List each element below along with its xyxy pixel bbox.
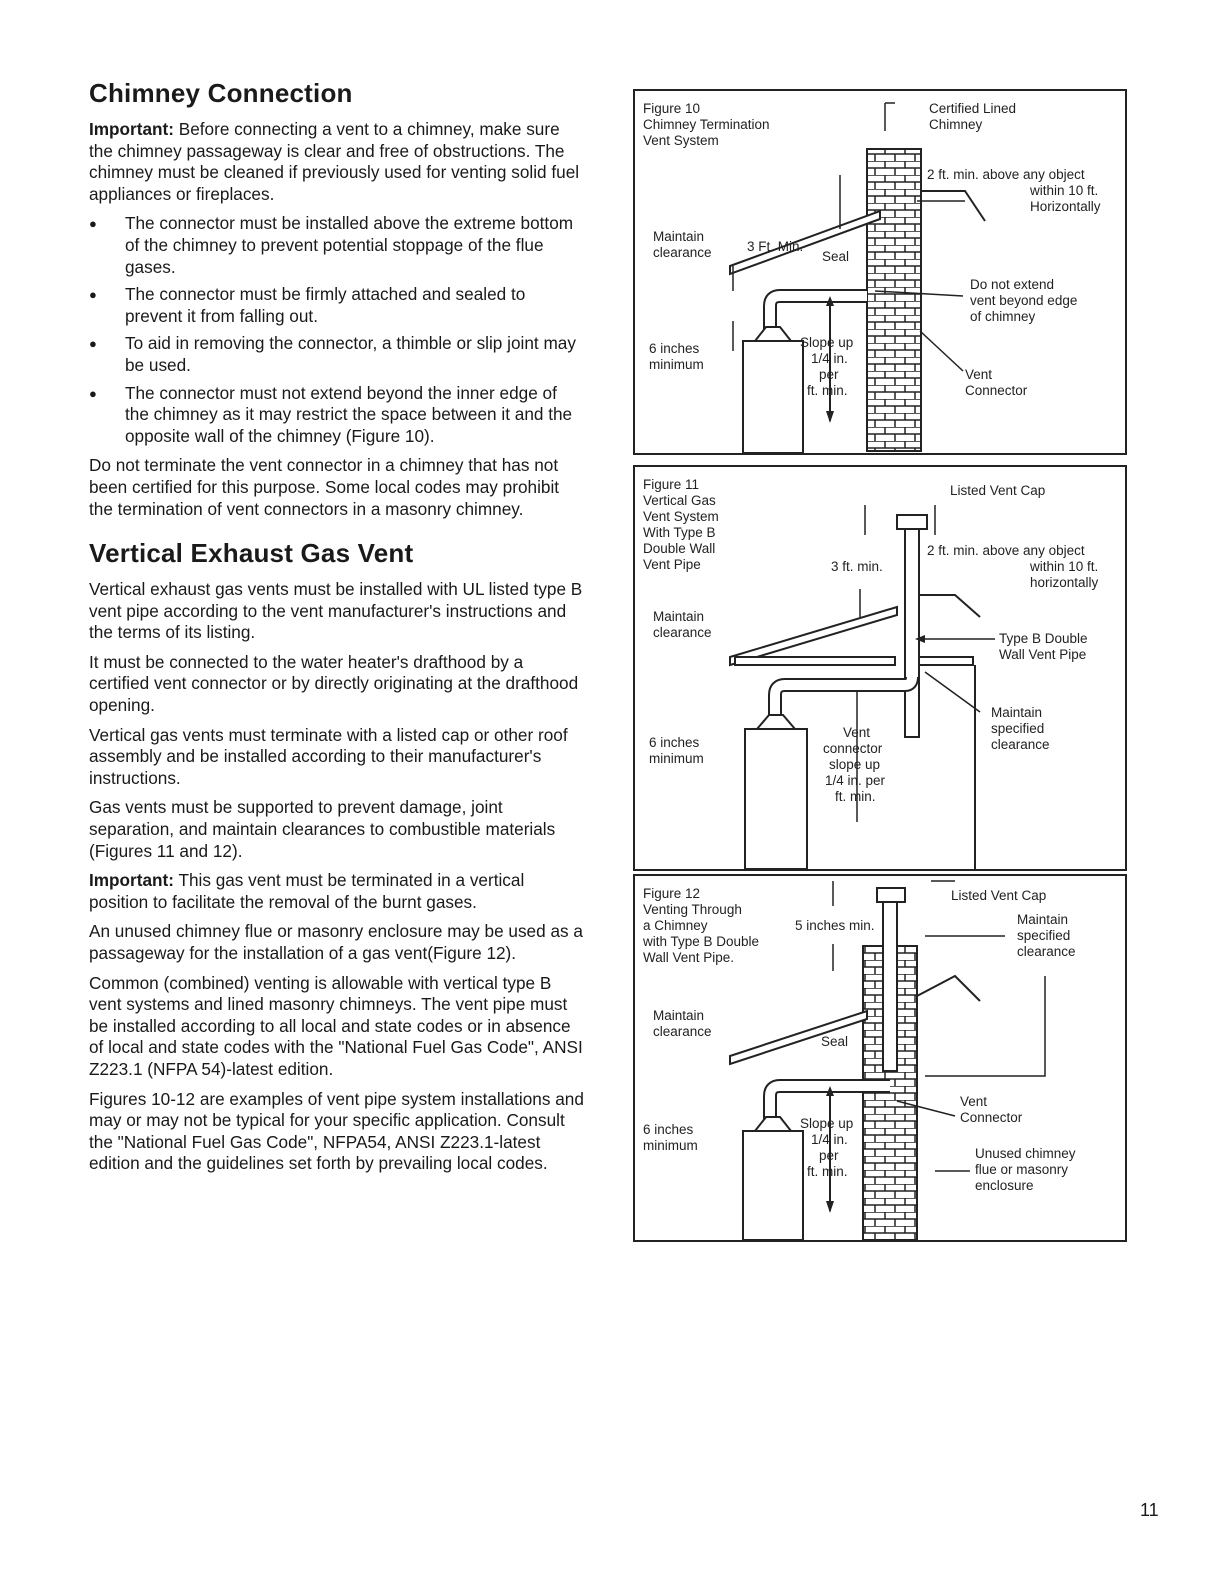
heading-vertical-exhaust: Vertical Exhaust Gas Vent xyxy=(89,538,414,569)
label-slope: Slope up xyxy=(800,335,854,350)
bullet-icon: ● xyxy=(89,336,97,352)
label-vent-cap: Listed Vent Cap xyxy=(950,483,1046,498)
label-vent-connector: Vent xyxy=(965,367,993,382)
figure-12 xyxy=(633,874,1127,1242)
figure-10-diagram xyxy=(635,91,1125,453)
figure-10 xyxy=(633,89,1127,455)
label-vent-connector: Connector xyxy=(965,383,1028,398)
label-specified: clearance xyxy=(1017,944,1076,959)
label-do-not-extend: Do not extend xyxy=(970,277,1055,292)
figure-title: Figure 11 xyxy=(643,477,700,492)
type-b-pipe-icon xyxy=(905,522,919,737)
left-text-column xyxy=(89,78,584,1183)
paragraph-examples: Figures 10-12 are examples of vent pipe system installations and may or may not be typical for your specific application. Consult the "National Fuel Gas Code", NFPA54, ANSI Z223.1-latest edition and the guidelines set forth by prevailing local codes. xyxy=(89,1088,584,1174)
label-maintain: clearance xyxy=(653,245,712,260)
water-heater-icon xyxy=(743,341,803,453)
list-item-text: To aid in removing the connector, a thimble or slip joint may be used. xyxy=(125,333,576,375)
figure-subtitle: Venting Through xyxy=(643,902,742,917)
paragraph-unused-flue: An unused chimney flue or masonry enclosure may be used as a passageway for the installation of a gas vent(Figure 12). xyxy=(89,921,583,963)
figure-subtitle: Vent System xyxy=(643,133,719,148)
label-certified: Certified Lined xyxy=(929,101,1017,116)
ceiling-icon xyxy=(735,657,895,665)
water-heater-icon xyxy=(743,1131,803,1240)
type-b-pipe-icon xyxy=(883,901,897,1071)
heading-chimney-connection: Chimney Connection xyxy=(89,78,353,108)
figure-subtitle: With Type B xyxy=(643,525,716,540)
label-two-ft: Horizontally xyxy=(1030,199,1101,214)
label-slope: per xyxy=(819,367,839,382)
label-vent-connector: 1/4 in. per xyxy=(825,773,886,788)
label-three-ft: 3 ft. min. xyxy=(831,559,883,574)
label-do-not-extend: of chimney xyxy=(970,309,1036,324)
bullet-icon: ● xyxy=(89,385,97,401)
page-number: 11 xyxy=(1140,1500,1159,1520)
paragraph-supported: Gas vents must be supported to prevent damage, joint separation, and maintain clearances to combustible materials (Figures 11 and 12). xyxy=(89,797,556,861)
figure-12-diagram xyxy=(635,876,1125,1240)
label-maintain: clearance xyxy=(653,625,712,640)
arrow-down-icon xyxy=(826,1201,834,1213)
list-item-text: The connector must be installed above the extreme bottom of the chimney to prevent potential stoppage of the flue gases. xyxy=(125,213,574,277)
label-three-ft: 3 Ft. Min. xyxy=(747,239,804,254)
vent-cap-icon xyxy=(897,515,927,529)
label-slope: ft. min. xyxy=(807,1164,848,1179)
figure-subtitle: Wall Vent Pipe. xyxy=(643,950,735,965)
label-two-ft: 2 ft. min. above any object xyxy=(927,543,1085,558)
label-maintain: Maintain xyxy=(653,609,705,624)
list-item xyxy=(89,213,584,278)
label-certified: Chimney xyxy=(929,117,983,132)
figure-subtitle: Vent Pipe xyxy=(643,557,701,572)
label-two-ft: 2 ft. min. above any object xyxy=(927,167,1085,182)
paragraph-do-not-terminate: Do not terminate the vent connector in a chimney that has not been certified for this purpose. Some local codes may prohibit the termination of vent connectors in a masonry chimney. xyxy=(89,455,560,519)
water-heater-icon xyxy=(745,729,807,869)
label-slope: 1/4 in. xyxy=(811,1132,848,1147)
figure-title: Figure 12 xyxy=(643,886,701,901)
bullet-icon: ● xyxy=(89,287,97,303)
label-seal: Seal xyxy=(821,1034,849,1049)
list-item-text: The connector must be firmly attached and sealed to prevent it from falling out. xyxy=(125,284,526,326)
paragraph-text: This gas vent must be terminated in a vertical position to facilitate the removal of the burnt gases. xyxy=(89,870,525,912)
label-six-inches: 6 inches xyxy=(643,1122,694,1137)
figure-subtitle: a Chimney xyxy=(643,918,708,933)
label-slope: per xyxy=(819,1148,839,1163)
label-specified: Maintain xyxy=(991,705,1043,720)
label-unused-chimney: enclosure xyxy=(975,1178,1034,1193)
label-vent-cap: Listed Vent Cap xyxy=(951,888,1047,903)
paragraph-common-venting: Common (combined) venting is allowable with vertical type B vent systems and lined masonry chimneys. The vent pipe must be installed according to all local and state codes or in absence of local and state codes with the "National Fuel Gas Code", ANSI Z223.1 (NFPA 54)-latest edition. xyxy=(89,972,583,1079)
label-six-inches: minimum xyxy=(643,1138,698,1153)
label-two-ft: within 10 ft. xyxy=(1030,559,1099,574)
label-vent-connector: connector xyxy=(823,741,883,756)
label-six-inches: 6 inches xyxy=(649,341,700,356)
paragraph-drafthood: It must be connected to the water heater's drafthood by a certified vent connector or by directly originating at the drafthood opening. xyxy=(89,651,579,716)
important-label: Important: xyxy=(89,870,174,891)
label-two-ft: within 10 ft. xyxy=(1030,183,1099,198)
label-six-inches: 6 inches xyxy=(649,735,700,750)
paragraph-ul-listed: Vertical exhaust gas vents must be installed with UL listed type B vent pipe according to the vent manufacturer's instructions and the terms of its listing. xyxy=(89,579,583,643)
figure-title: Figure 10 xyxy=(643,101,701,116)
paragraph-text: Before connecting a vent to a chimney, make sure the chimney passageway is clear and free of obstructions. The chimney must be cleaned if previously used for venting solid fuel appliances or fireplaces. xyxy=(89,119,580,204)
label-maintain: clearance xyxy=(653,1024,712,1039)
roof-right-icon xyxy=(917,976,980,1001)
vent-pipe-icon xyxy=(770,296,867,336)
label-vent-connector: Vent xyxy=(960,1094,988,1109)
figure-subtitle: Vertical Gas xyxy=(643,493,716,508)
label-unused-chimney: flue or masonry xyxy=(975,1162,1069,1177)
list-item-text: The connector must not extend beyond the inner edge of the chimney as it may restrict the space between it and the opposite wall of the chimney (Figure 10). xyxy=(125,382,573,446)
label-vent-connector: Vent xyxy=(843,725,871,740)
list-item xyxy=(89,383,584,448)
arrow-down-icon xyxy=(826,411,834,423)
bullet-icon: ● xyxy=(89,216,97,232)
drafthood-icon xyxy=(755,327,791,341)
label-do-not-extend: vent beyond edge xyxy=(970,293,1078,308)
label-specified: specified xyxy=(991,721,1045,736)
label-vent-connector: Connector xyxy=(960,1110,1023,1125)
label-slope: 1/4 in. xyxy=(811,351,848,366)
label-maintain: Maintain xyxy=(653,1008,705,1023)
chimney-icon xyxy=(867,149,921,451)
label-five-inches: 5 inches min. xyxy=(795,918,875,933)
drafthood-icon xyxy=(757,715,795,729)
paragraph-important-chimney xyxy=(89,119,584,205)
label-type-b: Wall Vent Pipe xyxy=(999,647,1087,662)
figure-subtitle: with Type B Double xyxy=(643,934,760,949)
vent-cap-icon xyxy=(877,888,905,902)
figure-11 xyxy=(633,465,1127,871)
drafthood-icon xyxy=(755,1117,791,1131)
label-specified: Maintain xyxy=(1017,912,1069,927)
figure-11-diagram xyxy=(635,467,1125,869)
figure-subtitle: Double Wall xyxy=(643,541,716,556)
paragraph-important-vertical xyxy=(89,870,584,913)
label-six-inches: minimum xyxy=(649,751,704,766)
figure-subtitle: Vent System xyxy=(643,509,719,524)
label-six-inches: minimum xyxy=(649,357,704,372)
label-maintain: Maintain xyxy=(653,229,705,244)
label-seal: Seal xyxy=(822,249,850,264)
figure-subtitle: Chimney Termination xyxy=(643,117,770,132)
label-unused-chimney: Unused chimney xyxy=(975,1146,1076,1161)
label-slope: Slope up xyxy=(800,1116,854,1131)
label-vent-connector: slope up xyxy=(829,757,881,772)
list-item xyxy=(89,284,584,327)
label-two-ft: horizontally xyxy=(1030,575,1099,590)
label-slope: ft. min. xyxy=(807,383,848,398)
label-specified: clearance xyxy=(991,737,1050,752)
label-vent-connector: ft. min. xyxy=(835,789,876,804)
roof-right-icon xyxy=(919,595,980,617)
important-label: Important: xyxy=(89,119,174,139)
label-specified: specified xyxy=(1017,928,1071,943)
roof-right-icon xyxy=(920,191,985,221)
label-type-b: Type B Double xyxy=(999,631,1088,646)
paragraph-listed-cap: Vertical gas vents must terminate with a listed cap or other roof assembly and be installed according to their manufacturer's instructions. xyxy=(89,724,568,788)
list-item xyxy=(89,333,584,376)
bullet-list xyxy=(89,213,584,447)
